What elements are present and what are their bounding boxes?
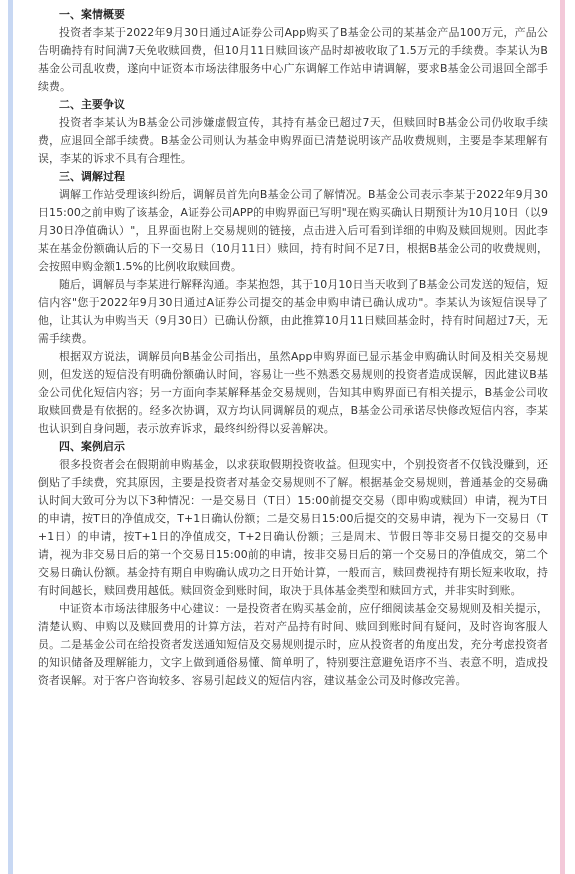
lessons-paragraph-1: 很多投资者会在假期前申购基金，以求获取假期投资收益。但现实中，个别投资者不仅钱没赚到，还倒贴了手续费，究其原因，主要是投资者对基金交易规则不了解。根据基金交易规则，普通基金的交易确认时间大致可分为以下3种情况：一是交易日（T日）15:00前提交交易（即申购或赎回）申请，视为T日的申请，按T日的净值成交，T+1日确认份额；二是交易日15:00后提交的交易申请，视为下一交易日（T+1日）的申请，按T+1日的净值成交，T+2日确认份额；三是周末、节假日等非交易日提交的交易申请，视为非交易日后的第一个交易日15:00前的申请，按非交易日后的第一个交易日的净值成交，第二个交易日确认份额。基金持有期自申购确认成功之日开始计算，一般而言，赎回费视持有期长短来收取，持有时间越长，赎回费用越低。赎回资金到账时间，取决于具体基金类型和赎回方式，并非实时到账。 — [38, 458, 548, 597]
mediation-paragraph-1: 调解工作站受理该纠纷后，调解员首先向B基金公司了解情况。B基金公司表示李某于2022年9月30日15:00之前申购了该基金，A证券公司APP的申购界面已写明"现在购买确认日期预计为10月10日（以9月30日净值确认）"，且界面也附上交易规则的链接，点击进入后可看到详细的申购及赎回规则。因此李某在基金份额确认后的下一交易日（10月11日）赎回，持有时间不足7日，根据B基金公司的收费规则，会按照申购金额1.5%的比例收取赎回费。 — [38, 188, 548, 273]
mediation-paragraph-3: 根据双方说法，调解员向B基金公司指出，虽然App申购界面已显示基金申购确认时间及相关交易规则，但发送的短信没有明确份额确认时间，容易让一些不熟悉交易规则的投资者造成误解，因此建议B基金公司优化短信内容；另一方面向李某解释基金交易规则，告知其申购界面已有相关提示，B基金公司收取赎回费是有依据的。经多次协调，双方均认同调解员的观点，B基金公司承诺尽快修改短信内容，李某也认识到自身问题，表示放弃诉求，最终纠纷得以妥善解决。 — [38, 350, 548, 435]
overview-paragraph: 投资者李某于2022年9月30日通过A证券公司App购买了B基金公司的某基金产品100万元，产品公告明确持有时间满7天免收赎回费，但10月11日赎回该产品时却被收取了1.5万元的手续费。李某认为B基金公司乱收费，遂向中证资本市场法律服务中心广东调解工作站申请调解，要求B基金公司退回全部手续费。 — [38, 26, 548, 93]
left-accent-bar — [8, 0, 13, 874]
section-title-overview: 一、案情概要 — [59, 8, 125, 21]
mediation-paragraph-2: 随后，调解员与李某进行解释沟通。李某抱怨，其于10月10日当天收到了B基金公司发送的短信，短信内容"您于2022年9月30日通过A证券公司提交的基金申购申请已确认成功"。李某认为该短信误导了他，让其认为申购当天（9月30日）已确认份额，由此推算10月11日赎回基金时，持有时间超过7天，无需手续费。 — [38, 278, 548, 345]
article-body — [38, 6, 548, 690]
section-title-lessons: 四、案例启示 — [59, 440, 125, 453]
dispute-paragraph: 投资者李某认为B基金公司涉嫌虚假宣传，其持有基金已超过7天，但赎回时B基金公司仍收取手续费，应退回全部手续费。B基金公司则认为基金申购界面已清楚说明该产品收费规则，主要是李某理解有误，李某的诉求不具有合理性。 — [38, 116, 548, 165]
right-accent-bar — [560, 0, 565, 874]
section-title-dispute: 二、主要争议 — [59, 98, 125, 111]
section-title-mediation: 三、调解过程 — [59, 170, 125, 183]
lessons-paragraph-2: 中证资本市场法律服务中心建议：一是投资者在购买基金前，应仔细阅读基金交易规则及相关提示，清楚认购、申购以及赎回费用的计算方法，若对产品持有时间、赎回到账时间有疑问，及时咨询客服人员。二是基金公司在给投资者发送通知短信及交易规则提示时，应从投资者的角度出发，充分考虑投资者的知识储备及理解能力，文字上做到通俗易懂、简单明了，特别要注意避免语序不当、表意不明，造成投资者误解。对于客户咨询较多、容易引起歧义的短信内容，建议基金公司及时修改完善。 — [38, 602, 548, 687]
